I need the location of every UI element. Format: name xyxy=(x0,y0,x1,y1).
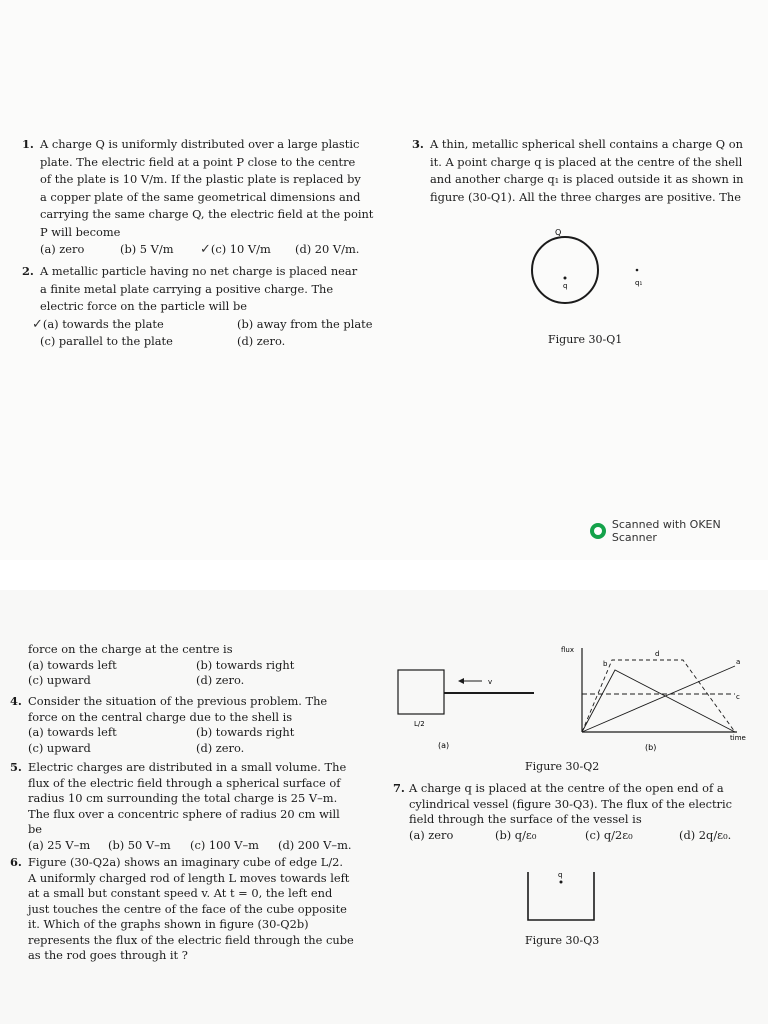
label-flux: flux xyxy=(561,646,574,654)
option-b: (b) away from the plate xyxy=(237,316,373,331)
question-6-line: it. Which of the graphs shown in figure (30-Q2b) xyxy=(28,917,309,931)
figure-30-q2a xyxy=(392,660,552,755)
question-3-line: A thin, metallic spherical shell contains a charge Q on xyxy=(430,137,743,151)
curve-label-b: b xyxy=(603,660,608,668)
option-b: (b) 50 V–m xyxy=(108,837,171,852)
question-3-line: and another charge q₁ is placed outside it as shown in xyxy=(430,172,744,186)
central-charge-dot xyxy=(564,277,567,280)
question-4-options-row-1 xyxy=(28,725,327,741)
question-5 xyxy=(10,760,370,853)
option-a: (a) towards left xyxy=(28,657,117,672)
question-6 xyxy=(10,855,370,964)
option-d: (d) zero. xyxy=(237,334,286,348)
question-1-line: a copper plate of the same geometrical dimensions and xyxy=(40,189,361,204)
question-2-line: a finite metal plate carrying a positive charge. The xyxy=(40,281,334,296)
question-2-options-row-1 xyxy=(32,316,382,334)
question-5-options xyxy=(28,838,352,854)
curve-a xyxy=(582,666,735,732)
figure-30-q2-caption: Figure 30-Q2 xyxy=(525,760,600,773)
question-1 xyxy=(22,136,382,259)
option-d: (d) 20 V/m. xyxy=(295,242,360,256)
option-b: (b) towards right xyxy=(196,657,295,672)
figure-30-q3 xyxy=(520,868,600,928)
option-a: (a) towards left xyxy=(28,725,117,739)
option-b: (b) q/ε₀ xyxy=(495,827,537,842)
option-c: (c) upward xyxy=(28,740,91,755)
question-4-number: 4. xyxy=(10,694,22,708)
option-d: (d) 2q/ε₀. xyxy=(679,827,732,842)
question-3-line: figure (30-Q1). All the three charges are positive. The xyxy=(430,189,741,204)
question-3-number: 3. xyxy=(412,137,424,151)
question-2-options-row-2 xyxy=(40,333,382,351)
question-6-line: at a small but constant speed v. At t = 0, the left end xyxy=(28,886,333,900)
question-3-options-row-2 xyxy=(28,673,368,689)
question-3 xyxy=(412,136,757,206)
question-2 xyxy=(22,263,382,351)
check-mark-icon: ✓ xyxy=(32,316,43,332)
figure-30-q3-caption: Figure 30-Q3 xyxy=(525,934,600,947)
question-6-line: represents the flux of the electric field through the cube xyxy=(28,932,354,947)
option-a-label: (a) towards the plate xyxy=(42,316,164,331)
question-1-number: 1. xyxy=(22,137,34,151)
option-c: (c) upward xyxy=(28,673,91,687)
figure-30-q2b xyxy=(555,640,765,755)
option-d: (d) zero. xyxy=(196,740,245,755)
question-3-continuation-line: force on the charge at the centre is xyxy=(28,642,233,656)
option-d: (d) zero. xyxy=(196,673,245,687)
question-3-options-row-1 xyxy=(28,658,368,674)
question-5-line: flux of the electric field through a spherical surface of xyxy=(28,775,341,790)
option-c xyxy=(200,241,295,259)
curve-label-a: a xyxy=(736,658,741,666)
option-a xyxy=(32,316,237,334)
question-3-line: it. A point charge q is placed at the centre of the shell xyxy=(430,154,743,169)
question-4-line: force on the central charge due to the shell is xyxy=(28,709,293,724)
option-a: (a) zero xyxy=(40,242,85,256)
option-c: (c) 100 V–m xyxy=(190,837,259,852)
question-6-line: A uniformly charged rod of length L moves towards left xyxy=(28,870,350,885)
question-4-options-row-2 xyxy=(28,741,327,757)
spherical-shell xyxy=(532,237,598,303)
question-5-line: Electric charges are distributed in a small volume. The xyxy=(28,760,347,774)
question-7-line: A charge q is placed at the centre of the open end of a xyxy=(409,781,724,795)
label-Q: Q xyxy=(555,228,562,237)
option-d: (d) 200 V–m. xyxy=(278,837,352,852)
label-q: q xyxy=(558,871,563,879)
option-b: (b) 5 V/m xyxy=(120,242,174,256)
question-6-line: as the rod goes through it ? xyxy=(28,948,188,962)
label-q1: q₁ xyxy=(635,279,643,287)
question-1-options xyxy=(40,241,373,259)
question-7-number: 7. xyxy=(393,781,405,795)
question-1-line: of the plate is 10 V/m. If the plastic plate is replaced by xyxy=(40,172,361,186)
label-time: time xyxy=(730,734,746,742)
question-1-line: A charge Q is uniformly distributed over a large plastic xyxy=(40,137,360,151)
option-b: (b) towards right xyxy=(196,725,295,739)
option-c: (c) parallel to the plate xyxy=(40,334,173,348)
question-4 xyxy=(10,694,370,756)
charge-dot xyxy=(560,881,563,884)
question-2-line: electric force on the particle will be xyxy=(40,299,247,313)
figure-30-q1 xyxy=(515,225,655,305)
question-7 xyxy=(393,781,765,843)
question-5-line: The flux over a concentric sphere of radius 20 cm will xyxy=(28,806,340,821)
outside-charge-dot xyxy=(636,269,639,272)
scanner-text: Scanned with OKEN Scanner xyxy=(611,518,721,544)
imaginary-cube xyxy=(398,670,444,714)
scanner-watermark xyxy=(590,518,768,544)
option-a: (a) zero xyxy=(409,827,454,842)
curve-label-c: c xyxy=(736,693,740,701)
question-2-line: A metallic particle having no net charge is placed near xyxy=(40,264,358,278)
question-5-number: 5. xyxy=(10,760,22,774)
question-1-line: plate. The electric field at a point P close to the centre xyxy=(40,154,356,169)
label-v: v xyxy=(488,678,493,686)
question-7-line: cylindrical vessel (figure 30-Q3). The flux of the electric xyxy=(409,796,733,811)
velocity-arrowhead-icon xyxy=(458,678,464,684)
scanner-logo-icon xyxy=(590,523,606,539)
option-c-label: (c) 10 V/m xyxy=(210,242,271,256)
question-1-line: P will become xyxy=(40,224,121,239)
question-1-line: carrying the same charge Q, the electric field at the point xyxy=(40,207,374,221)
check-mark-icon: ✓ xyxy=(200,242,211,257)
question-6-line: Figure (30-Q2a) shows an imaginary cube of edge L/2. xyxy=(28,855,344,869)
question-6-number: 6. xyxy=(10,855,22,869)
question-5-line: be xyxy=(28,822,43,836)
figure-30-q1-caption: Figure 30-Q1 xyxy=(548,333,623,346)
option-c: (c) q/2ε₀ xyxy=(585,827,633,842)
question-5-line: radius 10 cm surrounding the total charge is 25 V–m. xyxy=(28,791,338,805)
subfigure-b-label: (b) xyxy=(645,743,657,752)
subfigure-a-label: (a) xyxy=(438,741,450,750)
curve-label-d: d xyxy=(655,650,660,658)
label-L2: L/2 xyxy=(414,720,425,728)
question-7-options xyxy=(409,828,732,844)
question-3-continuation xyxy=(28,642,368,689)
question-7-line: field through the surface of the vessel is xyxy=(409,812,642,826)
question-2-number: 2. xyxy=(22,264,34,278)
cylindrical-vessel xyxy=(528,872,594,920)
question-6-line: just touches the centre of the face of the cube opposite xyxy=(28,901,347,916)
label-q: q xyxy=(563,282,568,290)
option-a: (a) 25 V–m xyxy=(28,837,91,852)
curve-d xyxy=(582,660,735,732)
question-4-line: Consider the situation of the previous problem. The xyxy=(28,694,328,708)
curve-b xyxy=(582,670,735,732)
